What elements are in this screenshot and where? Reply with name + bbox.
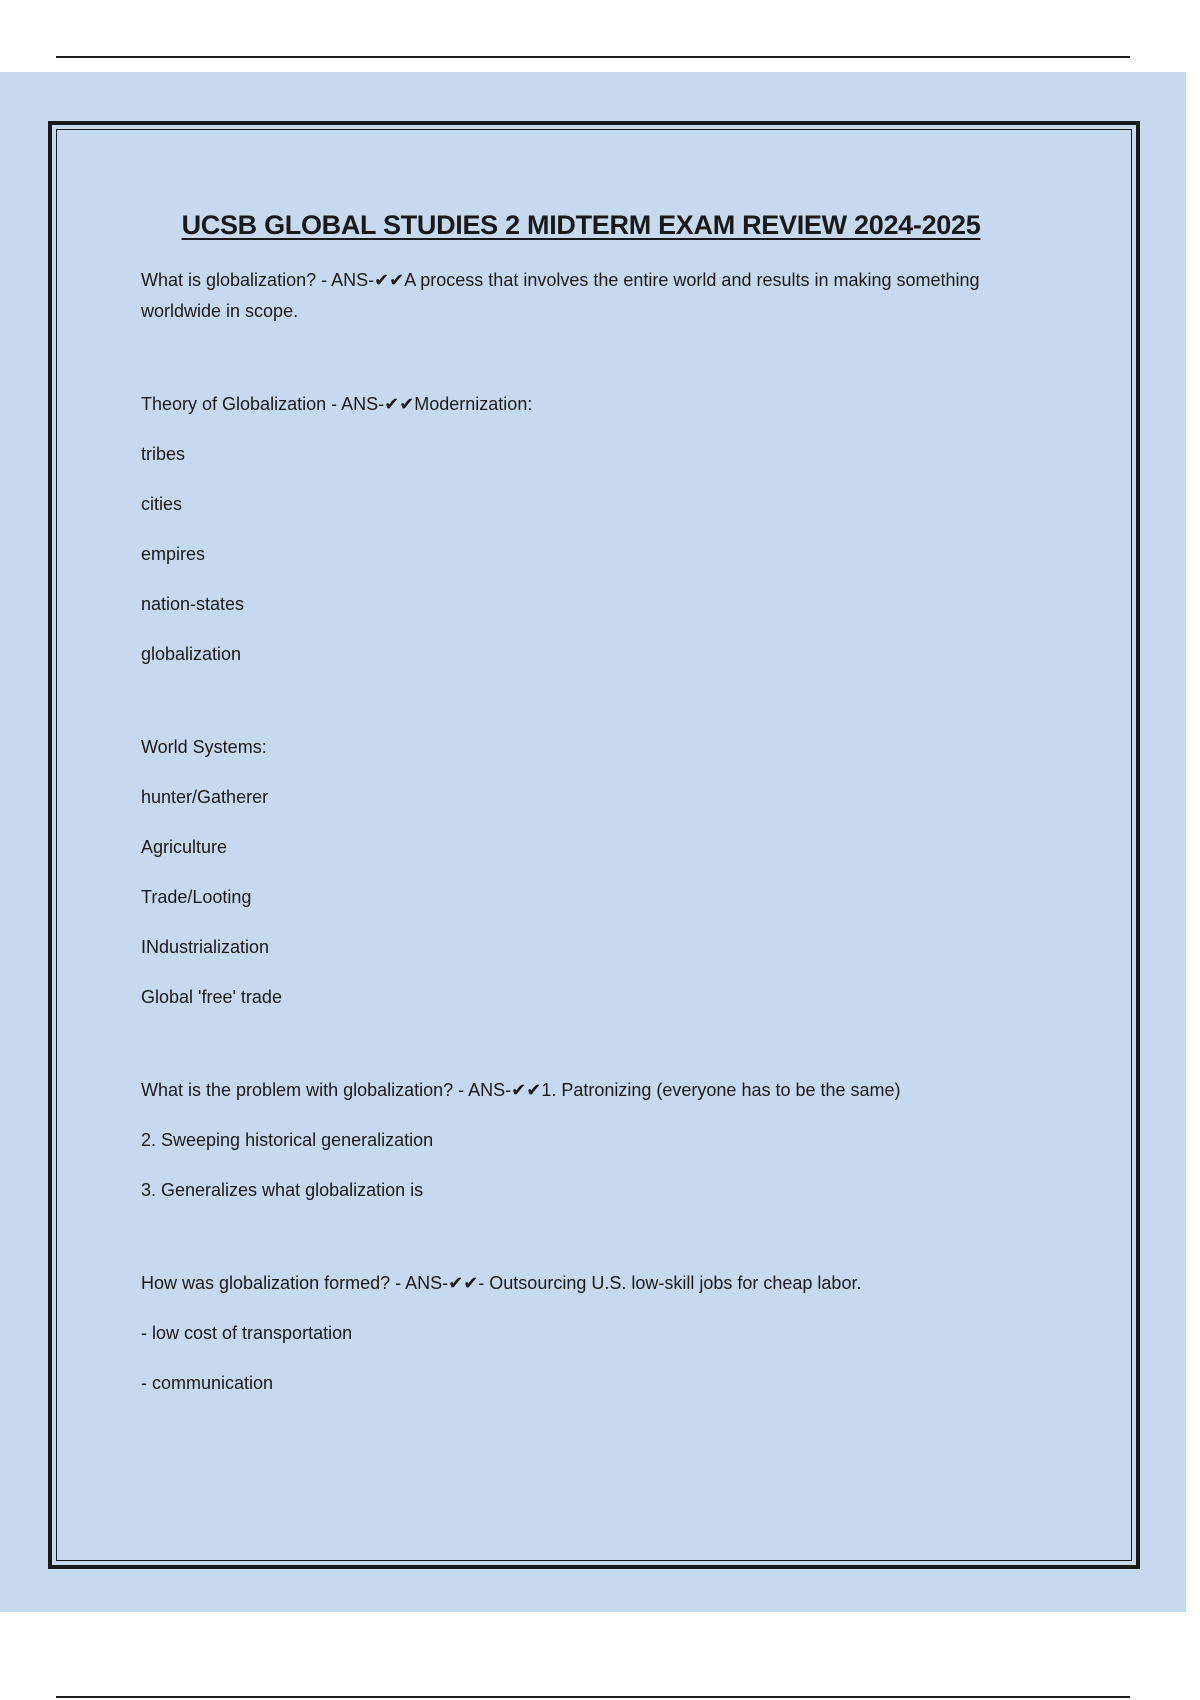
document-content bbox=[141, 210, 1021, 1399]
world-systems-item: Trade/Looting bbox=[141, 887, 252, 907]
modernization-item: globalization bbox=[141, 644, 242, 664]
q3-heading: What is the problem with globalization? - ANS-✔✔1. Patronizing (everyone has to be the same) bbox=[141, 1080, 901, 1100]
modernization-item: empires bbox=[141, 544, 206, 564]
q1-text: What is globalization? - ANS-✔✔A process that involves the entire world and results in making something worldwide in scope. bbox=[141, 270, 980, 321]
modernization-item: tribes bbox=[141, 444, 186, 464]
document-title: UCSB GLOBAL STUDIES 2 MIDTERM EXAM REVIEW 2024-2025 bbox=[181, 210, 981, 240]
header-rule bbox=[56, 56, 1130, 58]
q4-item: - low cost of transportation bbox=[141, 1323, 353, 1343]
q3-item: 3. Generalizes what globalization is bbox=[141, 1180, 424, 1200]
q2-heading: Theory of Globalization - ANS-✔✔Modernization: bbox=[141, 394, 533, 414]
world-systems-item: INdustrialization bbox=[141, 937, 270, 957]
q4-heading: How was globalization formed? - ANS-✔✔- Outsourcing U.S. low-skill jobs for cheap labor. bbox=[141, 1273, 862, 1293]
world-systems-item: hunter/Gatherer bbox=[141, 787, 269, 807]
modernization-item: nation-states bbox=[141, 594, 245, 614]
q3-item: 2. Sweeping historical generalization bbox=[141, 1130, 434, 1150]
q4-item: - communication bbox=[141, 1373, 274, 1393]
world-systems-heading: World Systems: bbox=[141, 737, 267, 757]
modernization-item: cities bbox=[141, 494, 183, 514]
footer-rule bbox=[56, 1696, 1130, 1698]
world-systems-item: Global 'free' trade bbox=[141, 987, 282, 1007]
world-systems-item: Agriculture bbox=[141, 837, 228, 857]
